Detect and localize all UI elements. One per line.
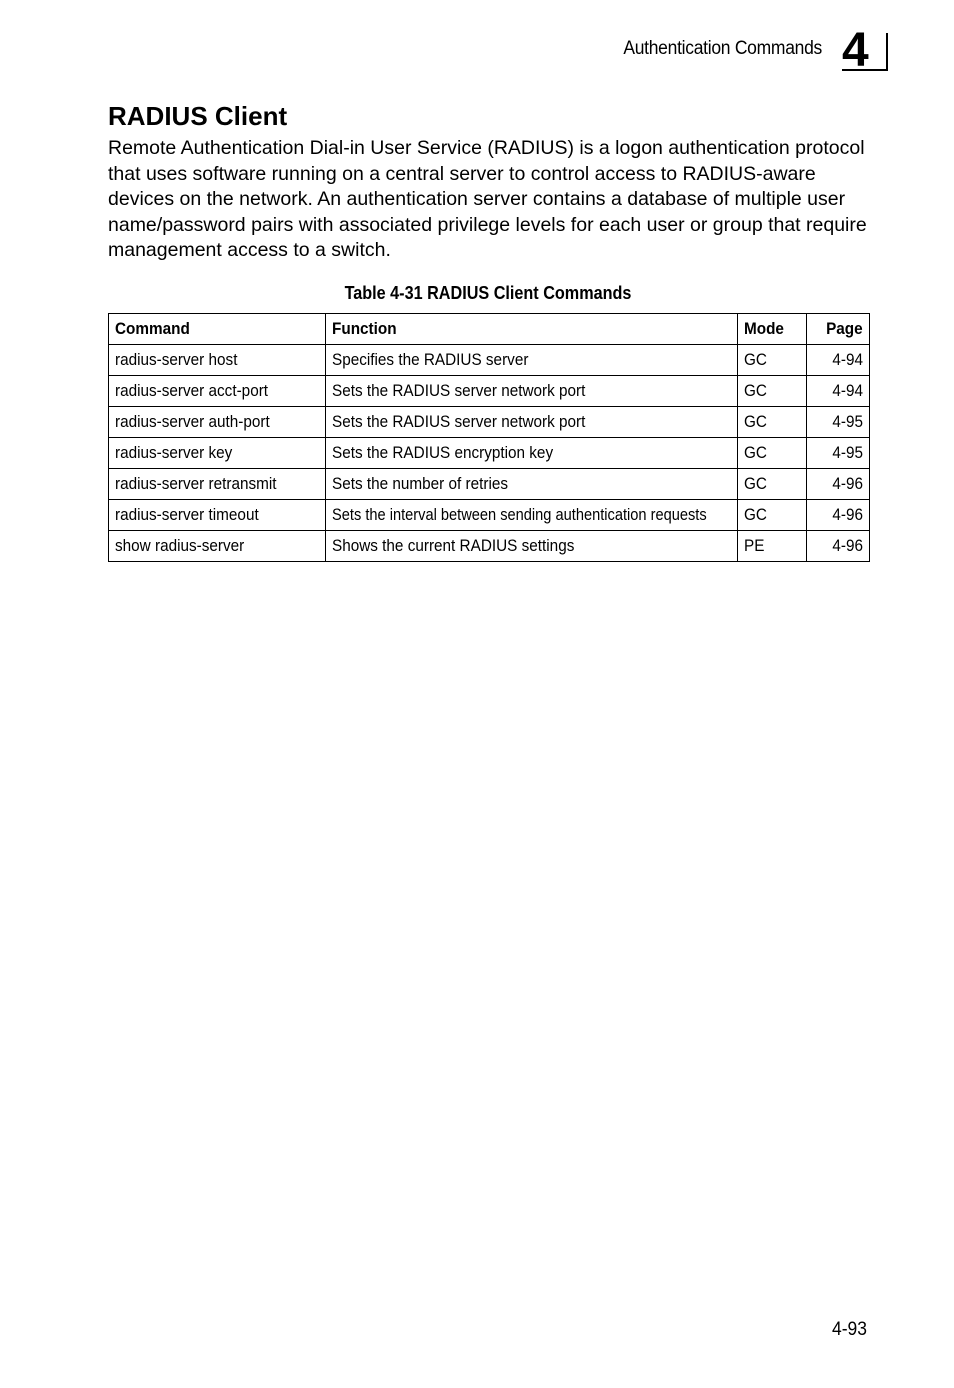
function-cell: Specifies the RADIUS server: [326, 345, 738, 376]
table-row: [109, 531, 870, 562]
radius-commands-table: [108, 313, 870, 562]
page-cell: 4-94: [807, 376, 870, 407]
function-cell: Sets the RADIUS encryption key: [326, 438, 738, 469]
command-cell: radius-server key: [109, 438, 326, 469]
intro-paragraph: Remote Authentication Dial-in User Service (RADIUS) is a logon authentication protocol that uses software running on a central server to control access to RADIUS-aware devices on the network. An authentication server contains a database of multiple user name/password pairs with associated privilege levels for each user or group that require management access to a switch.: [108, 137, 867, 261]
running-header: Authentication Commands: [623, 38, 822, 59]
column-header-page: Page: [807, 314, 870, 345]
mode-cell: GC: [738, 345, 807, 376]
table-row: [109, 500, 870, 531]
page-cell: 4-96: [807, 500, 870, 531]
chapter-number: 4: [842, 24, 869, 77]
page-cell: 4-95: [807, 407, 870, 438]
mode-cell: PE: [738, 531, 807, 562]
function-cell: Sets the number of retries: [326, 469, 738, 500]
table-row: [109, 469, 870, 500]
mode-cell: GC: [738, 438, 807, 469]
column-header-mode: Mode: [738, 314, 807, 345]
command-cell: radius-server host: [109, 345, 326, 376]
command-cell: show radius-server: [109, 531, 326, 562]
mode-cell: GC: [738, 469, 807, 500]
command-cell: radius-server acct-port: [109, 376, 326, 407]
column-header-function: Function: [326, 314, 738, 345]
table-row: [109, 345, 870, 376]
table-row: [109, 438, 870, 469]
table-row: [109, 376, 870, 407]
function-cell: Sets the interval between sending authentication requests: [326, 500, 738, 531]
table-row: [109, 407, 870, 438]
page-cell: 4-96: [807, 531, 870, 562]
command-cell: radius-server auth-port: [109, 407, 326, 438]
function-cell: Shows the current RADIUS settings: [326, 531, 738, 562]
mode-cell: GC: [738, 376, 807, 407]
mode-cell: GC: [738, 500, 807, 531]
function-cell: Sets the RADIUS server network port: [326, 407, 738, 438]
page-cell: 4-95: [807, 438, 870, 469]
command-cell: radius-server timeout: [109, 500, 326, 531]
column-header-command: Command: [109, 314, 326, 345]
chapter-tab: [842, 24, 888, 77]
command-cell: radius-server retransmit: [109, 469, 326, 500]
page-number: 4-93: [832, 1319, 867, 1340]
mode-cell: GC: [738, 407, 807, 438]
table-caption: Table 4-31 RADIUS Client Commands: [344, 283, 632, 303]
section-title: RADIUS Client: [108, 101, 288, 131]
table-header-row: [109, 314, 870, 345]
page-cell: 4-94: [807, 345, 870, 376]
function-cell: Sets the RADIUS server network port: [326, 376, 738, 407]
page-cell: 4-96: [807, 469, 870, 500]
